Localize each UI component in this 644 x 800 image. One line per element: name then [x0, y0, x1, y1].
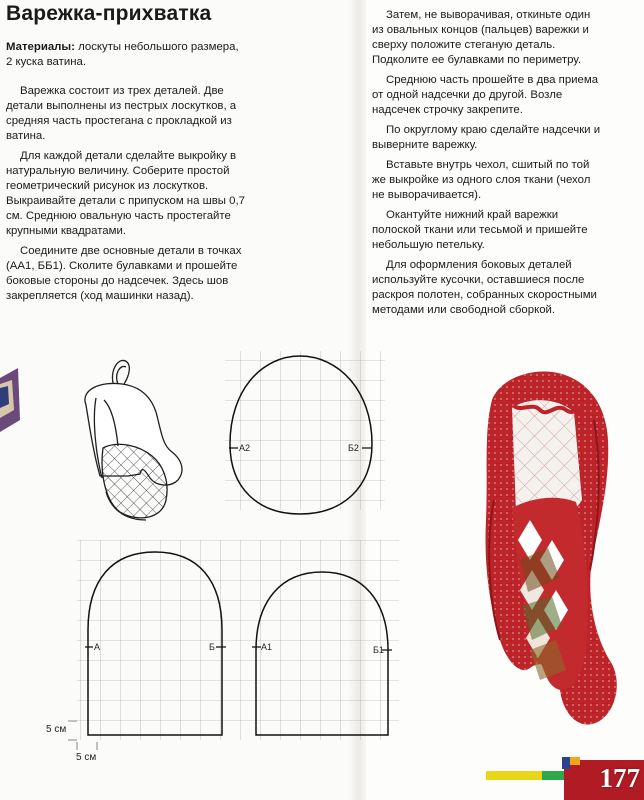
pattern-label-b1: Б1 — [373, 645, 384, 655]
page-title: Варежка-прихватка — [6, 2, 212, 25]
oval-pattern-piece — [225, 351, 385, 514]
page-number: 177 — [599, 763, 640, 793]
pattern-label-a: А — [94, 642, 101, 652]
scale-vertical-label: 5 см — [46, 724, 67, 735]
mitten-sketch — [85, 360, 182, 520]
paragraph: Соедините две основные детали в точках (АА1, ББ1). Сколите булавками и прошейте боковые стороны до надсечек. Здесь шов закрепляется (ход машинки назад). — [6, 245, 242, 302]
paragraph: Окантуйте нижний край варежки полоской ткани или тесьмой и пришейте небольшую петельку. — [372, 209, 588, 251]
pattern-label-a1: А1 — [261, 642, 273, 652]
materials-label: Материалы: — [6, 41, 75, 53]
paragraph: Для каждой детали сделайте выкройку в натуральную величину. Соберите простой геометрический рисунок из лоскутков. Выкраивайте детали с припуском на швы 0,7 см. Среднюю овальную часть простегайте крупными квадратами. — [6, 150, 245, 237]
paragraph: Для оформления боковых деталей используйте кусочки, оставшиеся после раскроя полотен, собранных скоростными методами или свободной сборкой. — [372, 259, 597, 316]
paragraph: Затем, не выворачивая, откиньте один из овальных концов (пальцев) варежки и сверху положите стеганую деталь. Подколите ее булавками по периметру. — [372, 9, 591, 66]
paragraph: По округлому краю сделайте надсечки и выверните варежку. — [372, 124, 601, 151]
paragraph: Среднюю часть прошейте в два приема от одной надсечки до другой. Возле надсечек строчку закрепите. — [372, 74, 599, 116]
materials-text: лоскуты небольшого размера, 2 куска ватина. — [6, 41, 239, 68]
left-photo-fragment — [0, 368, 20, 432]
paragraph: Вставьте внутрь чехол, сшитый по той же выкройке из одного слоя ткани (чехол не выворачивается). — [372, 159, 591, 201]
scale-horizontal-label: 5 см — [76, 752, 97, 763]
pattern-label-b2: Б2 — [348, 443, 359, 453]
paragraph: Варежка состоит из трех деталей. Две детали выполнены из пестрых лоскутков, а средняя часть простегана с прокладкой из ватина. — [6, 85, 237, 142]
pattern-label-b: Б — [209, 642, 215, 652]
mitten-halves-grid — [68, 540, 399, 750]
mitten-photo — [486, 372, 617, 725]
pattern-label-a2: А2 — [239, 443, 251, 453]
